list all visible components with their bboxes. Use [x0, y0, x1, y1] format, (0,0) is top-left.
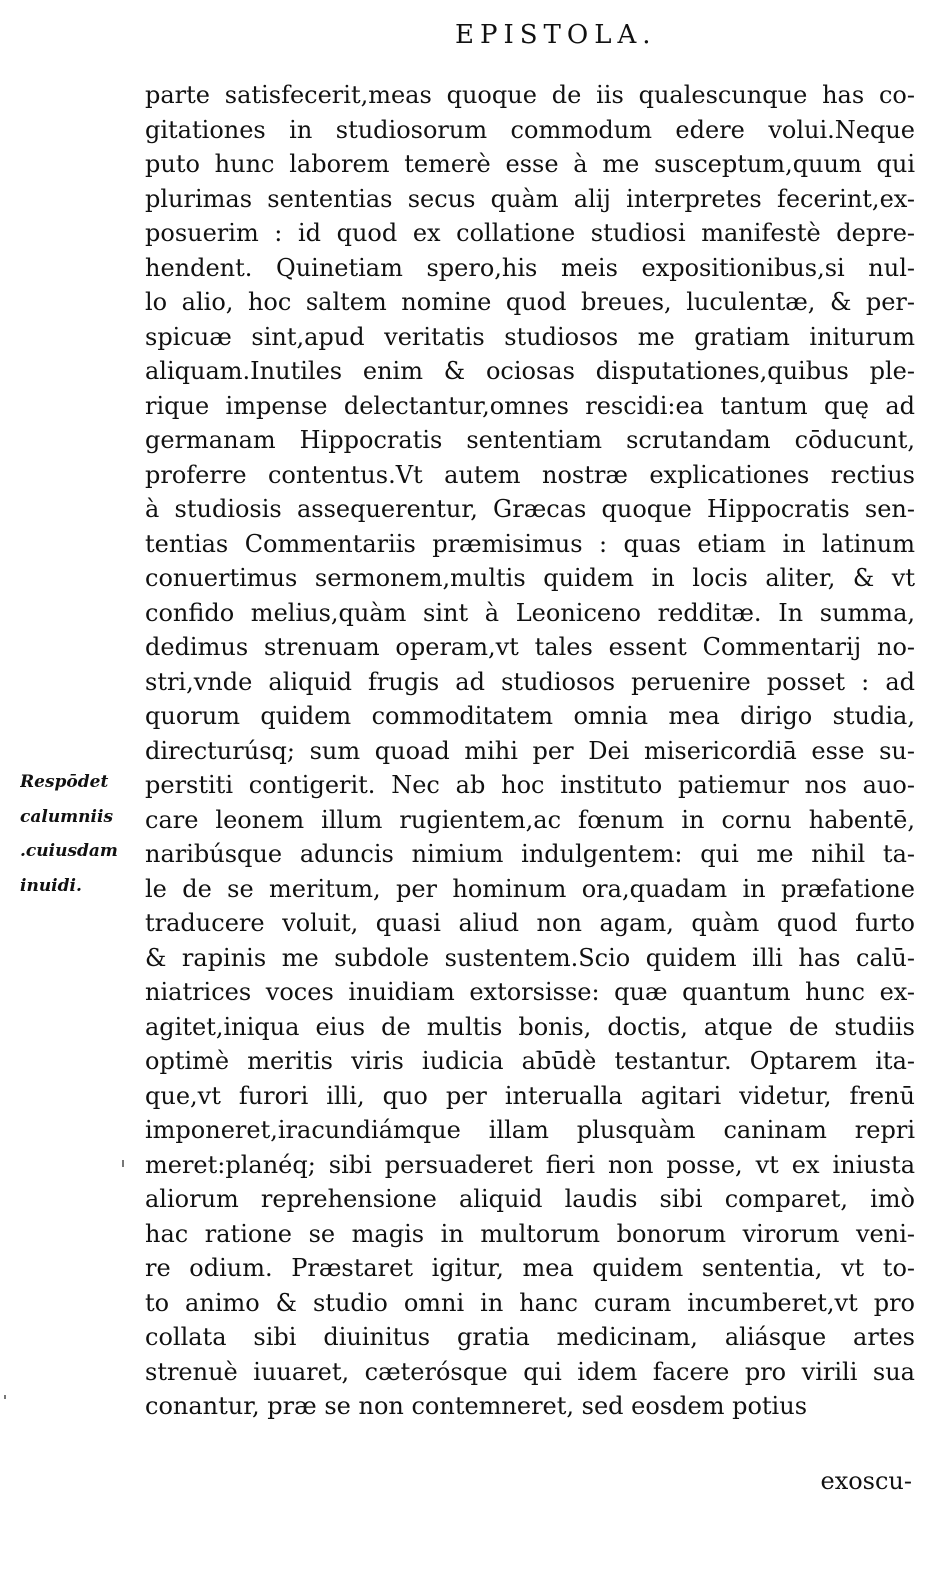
- text-line: conantur, præ se non contemneret, sed eosdem potius: [145, 1392, 808, 1420]
- text-line: meret:planéq; sibi persuaderet fieri non posse, vt ex iniusta: [145, 1150, 915, 1179]
- body-text: [145, 78, 915, 1424]
- text-line: le de se meritum, per hominum ora,quadam in præfatione: [145, 874, 915, 903]
- text-line: traducere voluit, quasi aliud non agam, quàm quod furto: [145, 909, 915, 937]
- text-line: agitet,iniqua eius de multis bonis, doctis, atque de studiis: [145, 1012, 915, 1041]
- text-line: hendent. Quinetiam spero,his meis expositionibus,si nul-: [145, 253, 915, 282]
- text-line: naribúsque aduncis nimium indulgentem: qui me nihil ta-: [145, 840, 915, 868]
- text-line: directurúsq; sum quoad mihi per Dei misericordiā esse su-: [145, 736, 915, 765]
- text-line: perstiti contigerit. Nec ab hoc instituto patiemur nos auo-: [145, 771, 915, 799]
- text-line: proferre contentus.Vt autem nostræ explicationes rectius: [145, 460, 915, 489]
- text-line: stri,vnde aliquid frugis ad studiosos peruenire posset : ad: [145, 667, 915, 696]
- running-title: EPISTOLA.: [455, 20, 657, 50]
- margin-note-line: .cuiusdam: [20, 841, 118, 861]
- margin-note-line: inuidi.: [20, 875, 82, 896]
- margin-note: [20, 765, 142, 903]
- ink-speck: [4, 1395, 6, 1399]
- text-line: à studiosis assequerentur, Græcas quoque Hippocratis sen-: [145, 495, 915, 523]
- text-line: aliquam.Inutiles enim & ociosas disputationes,quibus ple-: [145, 357, 915, 385]
- text-line: lo alio, hoc saltem nomine quod breues, luculentæ, & per-: [145, 288, 915, 316]
- margin-note-line: Respōdet: [20, 772, 109, 792]
- margin-note-line: calumniis: [20, 806, 114, 827]
- text-line: to animo & studio omni in hanc curam incumberet,vt pro: [145, 1288, 915, 1317]
- text-line: gitationes in studiosorum commodum edere volui.Neque: [145, 115, 915, 144]
- catchword: exoscu-: [820, 1467, 912, 1495]
- text-line: strenuè iuuaret, cæterósque qui idem facere pro virili sua: [145, 1357, 915, 1386]
- text-line: aliorum reprehensione aliquid laudis sibi comparet, imò: [145, 1185, 915, 1213]
- text-line: quorum quidem commoditatem omnia mea dirigo studia,: [145, 702, 915, 730]
- text-line: plurimas sententias secus quàm alij interpretes fecerint,ex-: [145, 184, 915, 213]
- text-line: germanam Hippocratis sententiam scrutandam cōducunt,: [145, 426, 915, 454]
- text-line: rique impense delectantur,omnes rescidi:ea tantum quę ad: [145, 391, 915, 420]
- text-line: conuertimus sermonem,multis quidem in locis aliter, & vt: [145, 564, 915, 592]
- text-line: collata sibi diuinitus gratia medicinam, aliásque artes: [145, 1323, 915, 1351]
- text-line: posuerim : id quod ex collatione studiosi manifestè depre-: [145, 219, 915, 247]
- text-line: & rapinis me subdole sustentem.Scio quidem illi has calū-: [145, 943, 915, 972]
- text-line: dedimus strenuam operam,vt tales essent Commentarij no-: [145, 633, 915, 661]
- text-line: puto hunc laborem temerè esse à me susceptum,quum qui: [145, 150, 915, 178]
- text-line: spicuæ sint,apud veritatis studiosos me gratiam initurum: [145, 322, 915, 351]
- text-line: optimè meritis viris iudicia abūdè testantur. Optarem ita-: [145, 1047, 915, 1075]
- text-line: hac ratione se magis in multorum bonorum virorum veni-: [145, 1219, 915, 1248]
- text-line: care leonem illum rugientem,ac fœnum in cornu habentē,: [145, 805, 915, 834]
- text-line: niatrices voces inuidiam extorsisse: quæ quantum hunc ex-: [145, 978, 915, 1006]
- ink-speck: [122, 1160, 124, 1167]
- text-line: tentias Commentariis præmisimus : quas etiam in latinum: [145, 529, 915, 558]
- text-line: imponeret,iracundiámque illam plusquàm caninam repri: [145, 1116, 915, 1144]
- text-line: parte satisfecerit,meas quoque de iis qualescunque has co-: [145, 81, 915, 109]
- text-line: confido melius,quàm sint à Leoniceno redditæ. In summa,: [145, 598, 915, 627]
- text-line: re odium. Præstaret igitur, mea quidem sententia, vt to-: [145, 1254, 915, 1282]
- text-line: que,vt furori illi, quo per interualla agitari videtur, frenū: [145, 1081, 915, 1110]
